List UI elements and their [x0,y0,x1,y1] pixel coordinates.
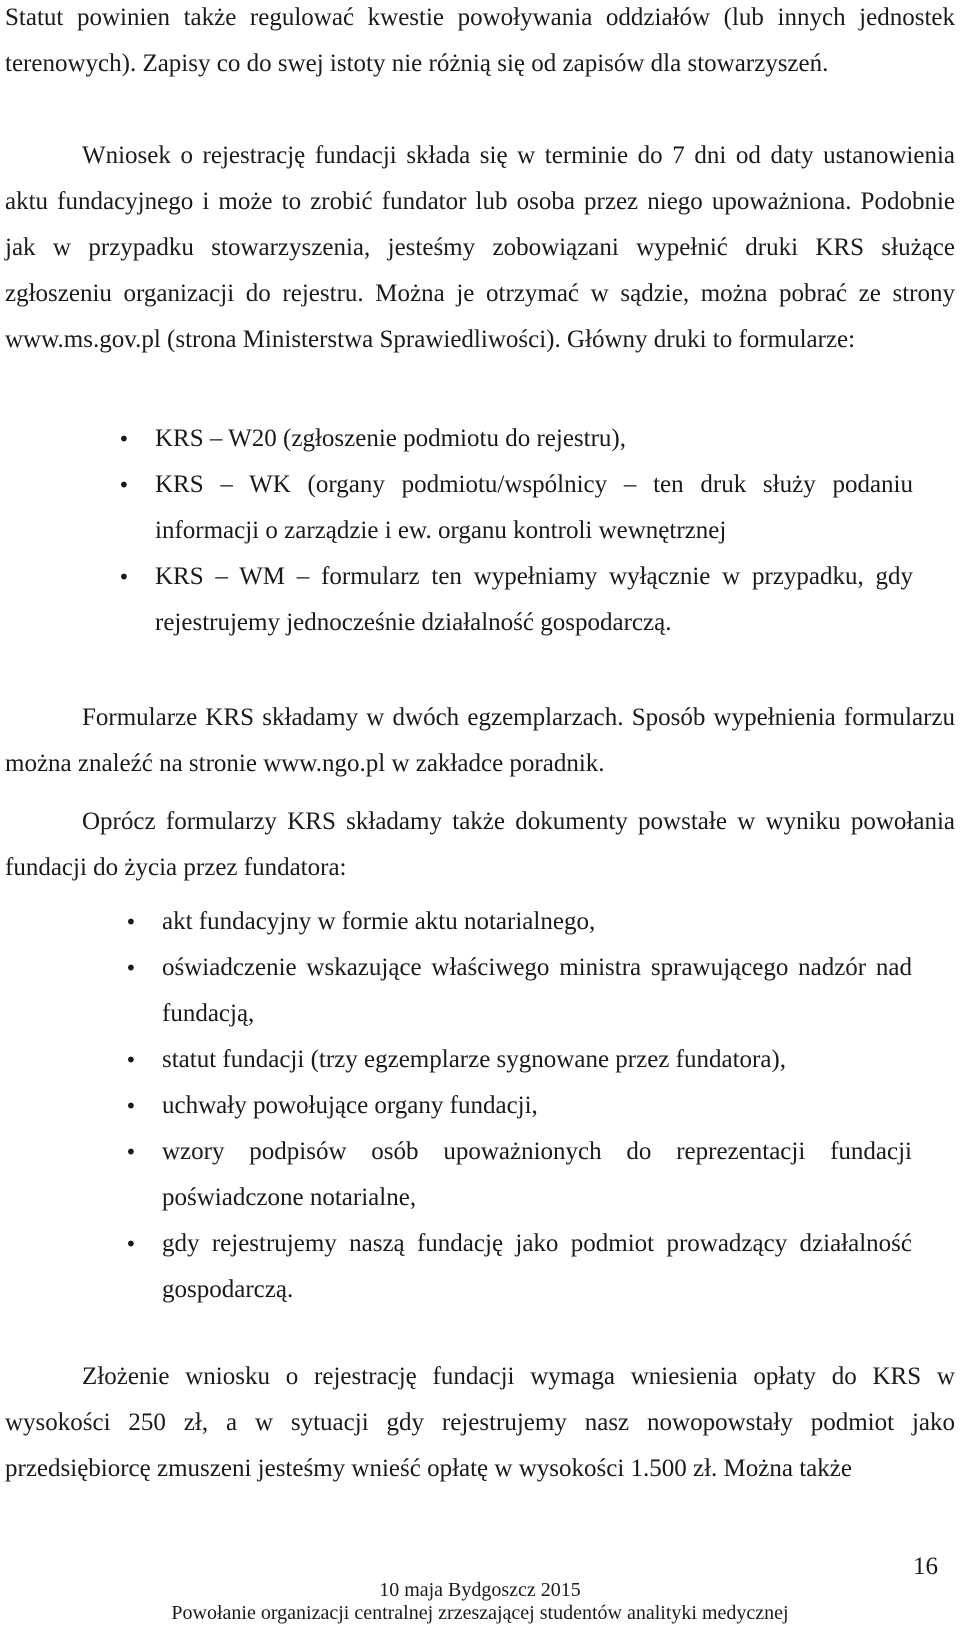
list-item: • wzory podpisów osób upoważnionych do reprezentacji fundacji poświadczone notarialne, [162,1129,912,1221]
footer-title: Powołanie organizacji centralnej zrzeszającej studentów analityki medycznej [171,1602,789,1624]
forms-list [155,416,913,646]
paragraph-statut: Statut powinien także regulować kwestie powoływania oddziałów (lub innych jednostek terenowych). Zapisy co do swej istoty nie różnią się od zapisów dla stowarzyszeń. [5,4,955,77]
footer-date: 10 maja Bydgoszcz 2015 [379,1579,581,1601]
list-item: • oświadczenie wskazujące właściwego ministra sprawującego nadzór nad fundacją, [162,945,912,1037]
page-number: 16 [913,1553,938,1580]
paragraph-oprocz: Oprócz formularzy KRS składamy także dokumenty powstałe w wyniku powołania fundacji do życia przez fundatora: [5,808,955,881]
list-item: • statut fundacji (trzy egzemplarze sygnowane przez fundatora), [162,1037,912,1083]
list-item: • KRS – WM – formularz ten wypełniamy wyłącznie w przypadku, gdy rejestrujemy jednocześnie działalność gospodarczą. [155,554,913,646]
list-item: • KRS – W20 (zgłoszenie podmiotu do rejestru), [155,416,913,462]
list-item: • KRS – WK (organy podmiotu/wspólnicy – ten druk służy podaniu informacji o zarządzie i ew. organu kontroli wewnętrznej [155,462,913,554]
documents-list [162,899,912,1313]
list-item: • gdy rejestrujemy naszą fundację jako podmiot prowadzący działalność gospodarczą. [162,1221,912,1313]
paragraph-wniosek: Wniosek o rejestrację fundacji składa się w terminie do 7 dni od daty ustanowienia aktu fundacyjnego i może to zrobić fundator lub osoba przez niego upoważniona. Podobnie jak w przypadku stowarzyszenia, jesteśmy zobowiązani wypełnić druki KRS służące zgłoszeniu organizacji do rejestru. Można je otrzymać w sądzie, można pobrać ze strony www.ms.gov.pl (strona Ministerstwa Sprawiedliwości). Główny druki to formularze: [5,142,955,353]
list-item: • akt fundacyjny w formie aktu notarialnego, [162,899,912,945]
list-item: • uchwały powołujące organy fundacji, [162,1083,912,1129]
paragraph-oplata: Złożenie wniosku o rejestrację fundacji wymaga wniesienia opłaty do KRS w wysokości 250 zł, a w sytuacji gdy rejestrujemy nasz nowopowstały podmiot jako przedsiębiorcę zmuszeni jesteśmy wnieść opłatę w wysokości 1.500 zł. Można także [5,1363,955,1482]
document-page [5,0,955,1644]
paragraph-formularze: Formularze KRS składamy w dwóch egzemplarzach. Sposób wypełnienia formularzu można znaleźć na stronie www.ngo.pl w zakładce poradnik. [5,704,955,777]
